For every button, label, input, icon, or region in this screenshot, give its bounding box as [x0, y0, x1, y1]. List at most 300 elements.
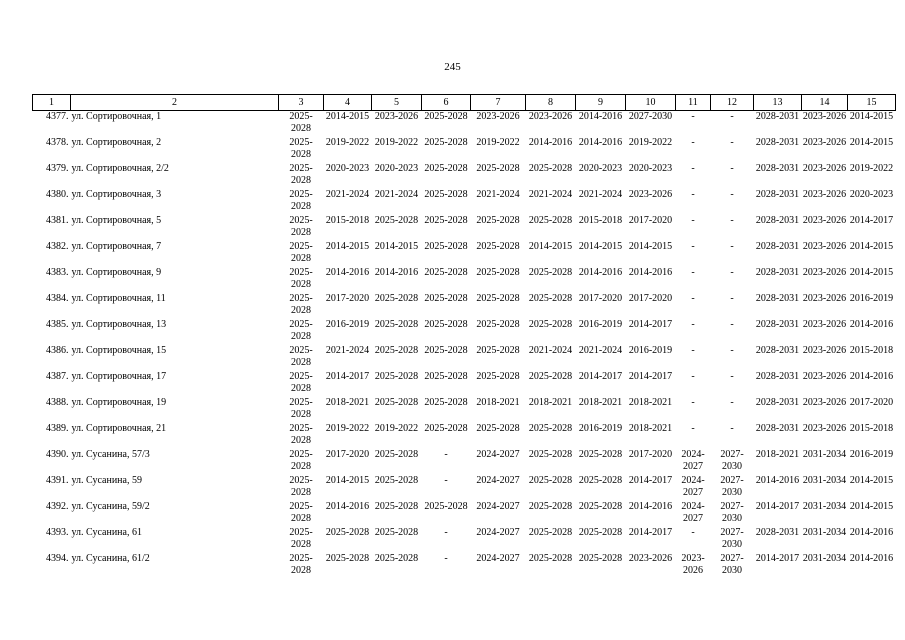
period-cell: 2027-2030: [720, 553, 744, 576]
period-cell: 2025-2028: [289, 371, 313, 394]
table-row: [33, 293, 896, 319]
period-cell: -: [691, 241, 695, 252]
period-cell: 2023-2026: [802, 397, 847, 408]
period-cell: 2025-2028: [374, 501, 419, 512]
period-cell: 2025-2028: [374, 475, 419, 486]
period-cell: 2025-2028: [424, 163, 468, 174]
header-row: [33, 95, 896, 111]
period-cell: 2027-2030: [720, 475, 744, 498]
column-header-5: 5: [372, 95, 422, 111]
period-cell: 2025-2028: [289, 449, 313, 472]
table-row: [33, 501, 896, 527]
table-row: [33, 137, 896, 163]
period-cell: 2023-2026: [802, 137, 847, 148]
period-cell: 2025-2028: [528, 293, 573, 304]
period-cell: 2027-2030: [628, 111, 673, 122]
table-row: [33, 163, 896, 189]
period-cell: 2025-2028: [374, 397, 419, 408]
period-cell: 2019-2022: [374, 423, 419, 434]
period-cell: 2025-2028: [424, 345, 468, 356]
period-cell: 2020-2023: [325, 163, 370, 174]
period-cell: 2027-2030: [720, 449, 744, 472]
period-cell: 2020-2023: [628, 163, 673, 174]
period-cell: 2024-2027: [476, 449, 520, 460]
period-cell: 2025-2028: [374, 371, 419, 382]
row-number: 4392.: [46, 501, 69, 512]
row-number: 4391.: [46, 475, 69, 486]
period-cell: 2028-2031: [755, 345, 800, 356]
period-cell: 2031-2034: [802, 449, 847, 460]
period-cell: 2021-2024: [578, 189, 623, 200]
period-cell: 2021-2024: [528, 189, 573, 200]
period-cell: 2023-2026: [374, 111, 419, 122]
period-cell: -: [730, 345, 734, 356]
period-cell: 2014-2015: [849, 137, 894, 148]
period-cell: 2025-2028: [528, 553, 573, 564]
period-cell: 2025-2028: [289, 527, 313, 550]
period-cell: 2025-2028: [325, 527, 370, 538]
address-cell: ул. Сусанина, 59: [71, 475, 142, 486]
period-cell: 2025-2028: [476, 241, 520, 252]
table-row: [33, 475, 896, 501]
period-cell: -: [730, 241, 734, 252]
period-cell: 2025-2028: [374, 319, 419, 330]
period-cell: 2016-2019: [325, 319, 370, 330]
period-cell: 2021-2024: [476, 189, 520, 200]
period-cell: 2023-2026: [802, 423, 847, 434]
period-cell: 2025-2028: [476, 267, 520, 278]
period-cell: -: [730, 319, 734, 330]
period-cell: -: [444, 553, 448, 564]
period-cell: 2025-2028: [528, 475, 573, 486]
period-cell: 2023-2026: [681, 553, 705, 576]
address-cell: ул. Сортировочная, 15: [71, 345, 167, 356]
period-cell: 2028-2031: [755, 371, 800, 382]
period-cell: 2025-2028: [424, 267, 468, 278]
period-cell: 2023-2026: [802, 111, 847, 122]
period-cell: 2025-2028: [528, 215, 573, 226]
period-cell: 2018-2021: [628, 397, 673, 408]
table-row: [33, 527, 896, 553]
period-cell: 2025-2028: [528, 449, 573, 460]
period-cell: 2018-2021: [755, 449, 800, 460]
row-number: 4377.: [46, 111, 69, 122]
period-cell: 2025-2028: [424, 371, 468, 382]
period-cell: 2025-2028: [528, 163, 573, 174]
period-cell: 2014-2015: [849, 111, 894, 122]
period-cell: 2028-2031: [755, 319, 800, 330]
period-cell: 2025-2028: [374, 449, 419, 460]
row-number: 4385.: [46, 319, 69, 330]
period-cell: 2025-2028: [374, 293, 419, 304]
period-cell: -: [691, 163, 695, 174]
period-cell: 2014-2017: [628, 371, 673, 382]
period-cell: 2024-2027: [681, 475, 705, 498]
column-header-4: 4: [324, 95, 372, 111]
period-cell: -: [730, 423, 734, 434]
table-row: [33, 319, 896, 345]
period-cell: 2028-2031: [755, 215, 800, 226]
period-cell: 2024-2027: [476, 553, 520, 564]
period-cell: 2025-2028: [528, 501, 573, 512]
column-header-14: 14: [802, 95, 848, 111]
address-cell: ул. Сортировочная, 9: [71, 267, 162, 278]
period-cell: 2016-2019: [578, 423, 623, 434]
period-cell: 2025-2028: [289, 397, 313, 420]
period-cell: -: [730, 293, 734, 304]
column-header-1: 1: [33, 95, 71, 111]
period-cell: -: [691, 345, 695, 356]
period-cell: 2014-2015: [374, 241, 419, 252]
table-row: [33, 397, 896, 423]
period-cell: 2014-2015: [849, 241, 894, 252]
period-cell: 2014-2017: [755, 553, 800, 564]
period-cell: 2016-2019: [578, 319, 623, 330]
period-cell: 2019-2022: [325, 137, 370, 148]
period-cell: 2015-2018: [849, 423, 894, 434]
period-cell: 2025-2028: [374, 215, 419, 226]
period-cell: 2014-2017: [755, 501, 800, 512]
period-cell: 2025-2028: [578, 475, 623, 486]
period-cell: 2025-2028: [424, 215, 468, 226]
address-cell: ул. Сортировочная, 5: [71, 215, 162, 226]
period-cell: -: [691, 293, 695, 304]
period-cell: 2025-2028: [528, 319, 573, 330]
period-cell: -: [691, 137, 695, 148]
column-header-3: 3: [279, 95, 324, 111]
period-cell: 2025-2028: [289, 163, 313, 186]
period-cell: 2023-2026: [802, 319, 847, 330]
period-cell: -: [444, 527, 448, 538]
address-cell: ул. Сусанина, 61/2: [71, 553, 150, 564]
period-cell: 2025-2028: [289, 501, 313, 524]
period-cell: 2015-2018: [325, 215, 370, 226]
period-cell: 2014-2016: [755, 475, 800, 486]
column-header-2: 2: [71, 95, 279, 111]
period-cell: -: [730, 371, 734, 382]
period-cell: 2025-2028: [289, 137, 313, 160]
period-cell: 2014-2015: [849, 475, 894, 486]
period-cell: 2027-2030: [720, 501, 744, 524]
period-cell: 2014-2015: [849, 501, 894, 512]
address-cell: ул. Сортировочная, 3: [71, 189, 162, 200]
period-cell: 2025-2028: [325, 553, 370, 564]
period-cell: 2025-2028: [424, 423, 468, 434]
period-cell: 2025-2028: [528, 267, 573, 278]
period-cell: 2015-2018: [578, 215, 623, 226]
period-cell: -: [691, 319, 695, 330]
address-cell: ул. Сортировочная, 11: [71, 293, 166, 304]
period-cell: 2023-2026: [528, 111, 573, 122]
period-cell: 2014-2015: [578, 241, 623, 252]
period-cell: 2019-2022: [325, 423, 370, 434]
period-cell: -: [730, 189, 734, 200]
period-cell: 2025-2028: [476, 371, 520, 382]
period-cell: 2018-2021: [325, 397, 370, 408]
table-row: [33, 553, 896, 579]
period-cell: 2025-2028: [578, 501, 623, 512]
column-header-13: 13: [754, 95, 802, 111]
table-body: [33, 111, 896, 580]
row-number: 4382.: [46, 241, 69, 252]
period-cell: 2017-2020: [628, 449, 673, 460]
period-cell: 2020-2023: [374, 163, 419, 174]
period-cell: 2028-2031: [755, 241, 800, 252]
table-row: [33, 215, 896, 241]
period-cell: 2025-2028: [424, 293, 468, 304]
row-number: 4383.: [46, 267, 69, 278]
period-cell: 2014-2016: [628, 501, 673, 512]
period-cell: 2023-2026: [802, 267, 847, 278]
period-cell: 2014-2016: [578, 137, 623, 148]
table-row: [33, 423, 896, 449]
period-cell: 2025-2028: [289, 423, 313, 446]
period-cell: 2028-2031: [755, 163, 800, 174]
period-cell: 2025-2028: [374, 553, 419, 564]
column-header-8: 8: [526, 95, 576, 111]
period-cell: 2025-2028: [578, 449, 623, 460]
period-cell: 2028-2031: [755, 137, 800, 148]
period-cell: 2025-2028: [289, 189, 313, 212]
period-cell: 2016-2019: [628, 345, 673, 356]
period-cell: 2028-2031: [755, 111, 800, 122]
period-cell: 2025-2028: [528, 371, 573, 382]
period-cell: 2017-2020: [628, 215, 673, 226]
period-cell: 2025-2028: [476, 319, 520, 330]
period-cell: 2025-2028: [374, 527, 419, 538]
period-cell: 2025-2028: [528, 423, 573, 434]
period-cell: 2014-2016: [578, 267, 623, 278]
period-cell: -: [691, 371, 695, 382]
row-number: 4378.: [46, 137, 69, 148]
period-cell: 2028-2031: [755, 293, 800, 304]
period-cell: 2025-2028: [424, 241, 468, 252]
period-cell: 2021-2024: [528, 345, 573, 356]
period-cell: 2031-2034: [802, 553, 847, 564]
repair-schedule-table: [32, 94, 896, 579]
period-cell: 2014-2015: [325, 111, 370, 122]
period-cell: 2027-2030: [720, 527, 744, 550]
period-cell: 2017-2020: [578, 293, 623, 304]
period-cell: 2025-2028: [289, 319, 313, 342]
period-cell: 2025-2028: [424, 397, 468, 408]
period-cell: 2025-2028: [424, 111, 468, 122]
period-cell: 2025-2028: [424, 189, 468, 200]
period-cell: 2014-2017: [849, 215, 894, 226]
period-cell: -: [730, 215, 734, 226]
period-cell: 2014-2015: [628, 241, 673, 252]
period-cell: 2014-2016: [578, 111, 623, 122]
period-cell: 2019-2022: [476, 137, 520, 148]
period-cell: 2028-2031: [755, 423, 800, 434]
row-number: 4384.: [46, 293, 69, 304]
period-cell: 2019-2022: [849, 163, 894, 174]
column-header-9: 9: [576, 95, 626, 111]
period-cell: 2014-2016: [849, 553, 894, 564]
period-cell: 2023-2026: [476, 111, 520, 122]
address-cell: ул. Сортировочная, 7: [71, 241, 162, 252]
period-cell: 2025-2028: [578, 527, 623, 538]
period-cell: 2014-2017: [628, 475, 673, 486]
period-cell: 2024-2027: [476, 475, 520, 486]
period-cell: 2025-2028: [289, 267, 313, 290]
period-cell: -: [691, 527, 695, 538]
period-cell: 2021-2024: [325, 345, 370, 356]
period-cell: 2023-2026: [628, 189, 673, 200]
address-cell: ул. Сортировочная, 2: [71, 137, 162, 148]
period-cell: 2018-2021: [628, 423, 673, 434]
period-cell: 2014-2016: [849, 527, 894, 538]
column-header-10: 10: [626, 95, 676, 111]
table-row: [33, 345, 896, 371]
period-cell: 2025-2028: [289, 475, 313, 498]
period-cell: 2025-2028: [289, 111, 313, 134]
period-cell: 2023-2026: [628, 553, 673, 564]
period-cell: 2024-2027: [681, 449, 705, 472]
period-cell: 2028-2031: [755, 527, 800, 538]
row-number: 4379.: [46, 163, 69, 174]
period-cell: 2021-2024: [374, 189, 419, 200]
column-header-11: 11: [676, 95, 711, 111]
period-cell: 2020-2023: [849, 189, 894, 200]
table-row: [33, 371, 896, 397]
period-cell: 2017-2020: [628, 293, 673, 304]
row-number: 4390.: [46, 449, 69, 460]
period-cell: 2014-2016: [628, 267, 673, 278]
period-cell: 2014-2016: [325, 267, 370, 278]
period-cell: 2023-2026: [802, 189, 847, 200]
table-row: [33, 267, 896, 293]
period-cell: 2025-2028: [289, 215, 313, 238]
address-cell: ул. Сортировочная, 21: [71, 423, 167, 434]
period-cell: 2014-2016: [528, 137, 573, 148]
period-cell: 2020-2023: [578, 163, 623, 174]
period-cell: 2014-2016: [849, 319, 894, 330]
row-number: 4381.: [46, 215, 69, 226]
table-row: [33, 449, 896, 475]
period-cell: 2017-2020: [849, 397, 894, 408]
period-cell: -: [691, 397, 695, 408]
table-row: [33, 189, 896, 215]
period-cell: 2019-2022: [374, 137, 419, 148]
period-cell: 2028-2031: [755, 397, 800, 408]
period-cell: -: [691, 215, 695, 226]
period-cell: 2018-2021: [528, 397, 573, 408]
period-cell: 2014-2015: [325, 241, 370, 252]
period-cell: 2017-2020: [325, 293, 370, 304]
period-cell: 2018-2021: [476, 397, 520, 408]
address-cell: ул. Сусанина, 59/2: [71, 501, 150, 512]
row-number: 4394.: [46, 553, 69, 564]
period-cell: 2023-2026: [802, 293, 847, 304]
period-cell: 2021-2024: [325, 189, 370, 200]
address-cell: ул. Сусанина, 61: [71, 527, 142, 538]
period-cell: 2017-2020: [325, 449, 370, 460]
period-cell: 2025-2028: [476, 163, 520, 174]
period-cell: 2025-2028: [424, 319, 468, 330]
period-cell: 2014-2015: [325, 475, 370, 486]
period-cell: 2025-2028: [528, 527, 573, 538]
period-cell: 2028-2031: [755, 189, 800, 200]
period-cell: 2025-2028: [289, 241, 313, 264]
period-cell: 2031-2034: [802, 475, 847, 486]
row-number: 4380.: [46, 189, 69, 200]
row-number: 4389.: [46, 423, 69, 434]
period-cell: 2023-2026: [802, 163, 847, 174]
column-header-7: 7: [471, 95, 526, 111]
period-cell: 2023-2026: [802, 371, 847, 382]
period-cell: -: [444, 475, 448, 486]
period-cell: 2014-2017: [325, 371, 370, 382]
column-header-15: 15: [848, 95, 896, 111]
period-cell: 2025-2028: [578, 553, 623, 564]
period-cell: -: [730, 397, 734, 408]
address-cell: ул. Сортировочная, 17: [71, 371, 167, 382]
period-cell: 2014-2017: [628, 319, 673, 330]
period-cell: 2014-2016: [849, 371, 894, 382]
period-cell: 2025-2028: [374, 345, 419, 356]
period-cell: 2025-2028: [289, 293, 313, 316]
address-cell: ул. Сортировочная, 1: [71, 111, 162, 122]
address-cell: ул. Сортировочная, 19: [71, 397, 167, 408]
period-cell: -: [691, 111, 695, 122]
period-cell: 2021-2024: [578, 345, 623, 356]
period-cell: 2014-2017: [578, 371, 623, 382]
period-cell: -: [691, 423, 695, 434]
period-cell: 2016-2019: [849, 449, 894, 460]
period-cell: 2024-2027: [476, 527, 520, 538]
page-number: 245: [444, 61, 461, 73]
period-cell: 2014-2016: [374, 267, 419, 278]
period-cell: -: [691, 189, 695, 200]
period-cell: -: [730, 267, 734, 278]
period-cell: 2019-2022: [628, 137, 673, 148]
period-cell: 2025-2028: [424, 137, 468, 148]
period-cell: -: [444, 449, 448, 460]
column-header-6: 6: [422, 95, 471, 111]
period-cell: 2025-2028: [476, 423, 520, 434]
row-number: 4388.: [46, 397, 69, 408]
period-cell: 2023-2026: [802, 345, 847, 356]
period-cell: 2014-2016: [325, 501, 370, 512]
period-cell: 2014-2017: [628, 527, 673, 538]
period-cell: 2014-2015: [849, 267, 894, 278]
period-cell: 2025-2028: [289, 553, 313, 576]
period-cell: 2028-2031: [755, 267, 800, 278]
period-cell: 2024-2027: [681, 501, 705, 524]
column-header-12: 12: [711, 95, 754, 111]
period-cell: 2025-2028: [476, 215, 520, 226]
period-cell: 2025-2028: [476, 345, 520, 356]
period-cell: 2024-2027: [476, 501, 520, 512]
row-number: 4387.: [46, 371, 69, 382]
table-row: [33, 111, 896, 138]
period-cell: 2031-2034: [802, 501, 847, 512]
period-cell: 2015-2018: [849, 345, 894, 356]
period-cell: 2025-2028: [424, 501, 468, 512]
period-cell: 2016-2019: [849, 293, 894, 304]
table-row: [33, 241, 896, 267]
row-number: 4393.: [46, 527, 69, 538]
address-cell: ул. Сусанина, 57/3: [71, 449, 150, 460]
period-cell: -: [691, 267, 695, 278]
address-cell: ул. Сортировочная, 13: [71, 319, 167, 330]
period-cell: 2018-2021: [578, 397, 623, 408]
period-cell: 2031-2034: [802, 527, 847, 538]
row-number: 4386.: [46, 345, 69, 356]
period-cell: -: [730, 163, 734, 174]
period-cell: -: [730, 137, 734, 148]
